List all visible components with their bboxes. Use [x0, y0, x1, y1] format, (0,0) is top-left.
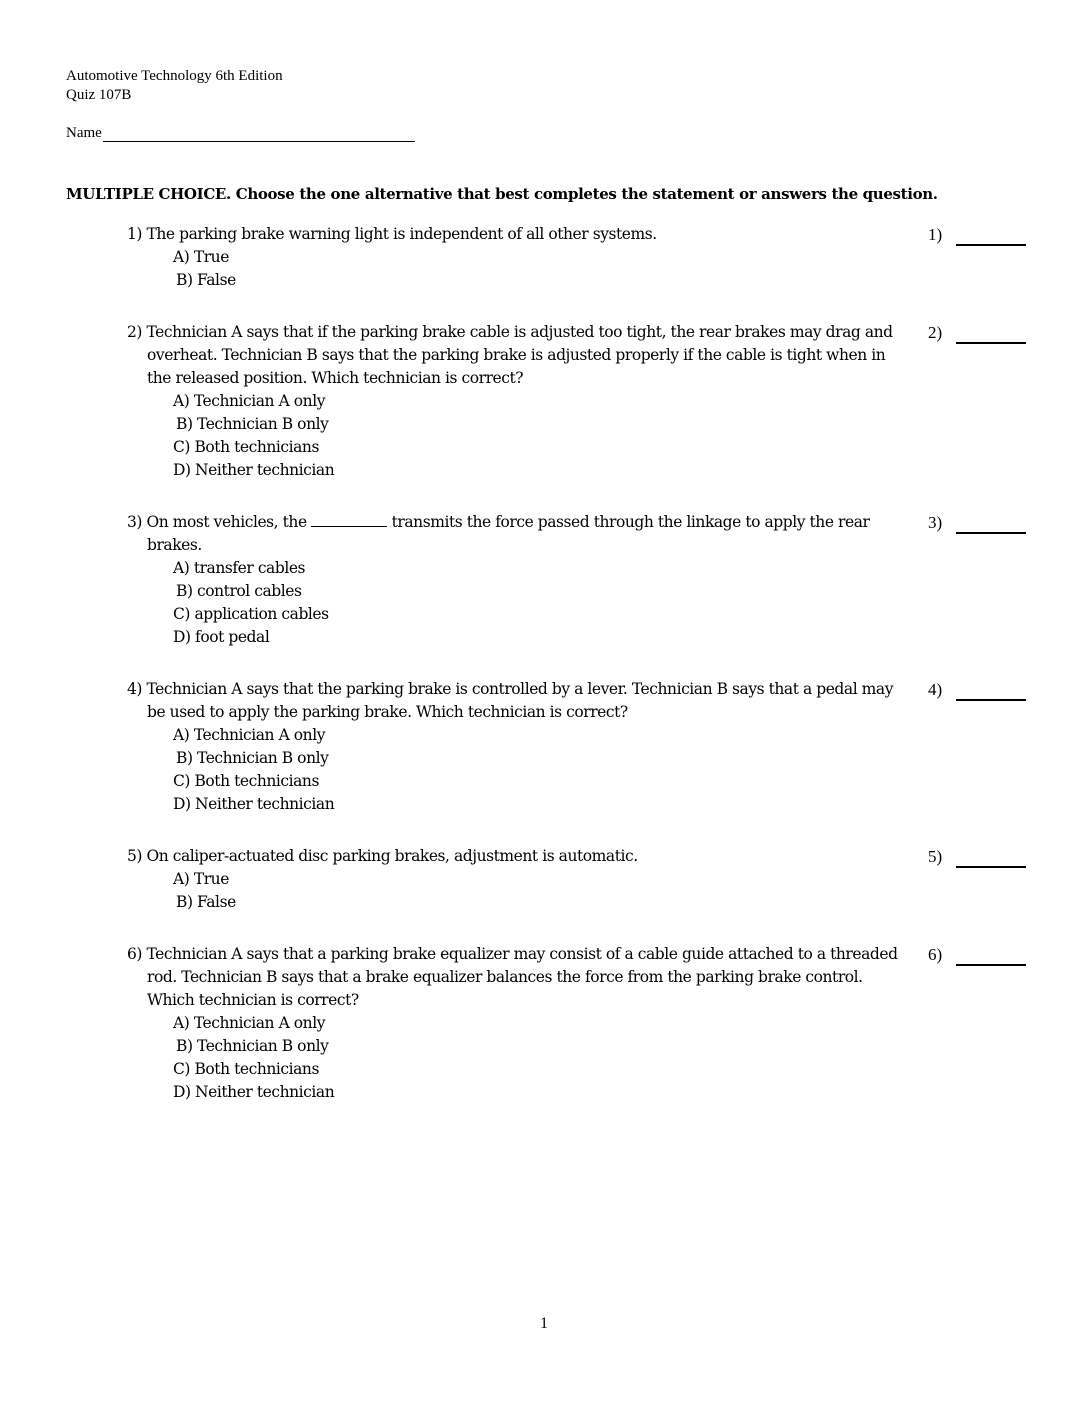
answer-number: 4): [928, 680, 943, 699]
answer-blank-line[interactable]: [956, 685, 1026, 701]
choice-c[interactable]: C) Both technicians: [173, 772, 319, 790]
choice-b[interactable]: B) False: [176, 271, 236, 289]
answer-slot: [928, 223, 1026, 246]
question-1: [127, 223, 1087, 292]
answer-number: 6): [928, 945, 943, 964]
choice-list: [173, 724, 1087, 816]
choice-c[interactable]: C) Both technicians: [173, 1060, 319, 1078]
choice-list: [173, 868, 1087, 914]
section-instructions: MULTIPLE CHOICE. Choose the one alternative that best completes the statement or answers the question.: [66, 185, 938, 203]
choice-a[interactable]: A) Technician A only: [173, 392, 326, 410]
choice-list: [173, 390, 1087, 482]
answer-slot: [928, 845, 1026, 868]
answer-slot: [928, 678, 1026, 701]
question-text: 5) On caliper-actuated disc parking brakes, adjustment is automatic.: [127, 847, 638, 865]
choice-a[interactable]: A) True: [173, 870, 229, 888]
choice-b[interactable]: B) Technician B only: [176, 749, 329, 767]
question-text: 4) Technician A says that the parking brake is controlled by a lever. Technician B says that a pedal may be used to apply the parking brake. Which technician is correct?: [127, 680, 894, 721]
choice-b[interactable]: B) False: [176, 893, 236, 911]
answer-blank-line[interactable]: [956, 230, 1026, 246]
choice-a[interactable]: A) transfer cables: [173, 559, 306, 577]
name-label: Name: [66, 125, 102, 141]
name-blank-line[interactable]: [103, 125, 415, 142]
choice-b[interactable]: B) Technician B only: [176, 1037, 329, 1055]
question-text-before-blank: 3) On most vehicles, the: [127, 513, 312, 531]
question-text: [127, 511, 902, 557]
choice-a[interactable]: A) True: [173, 248, 229, 266]
answer-number: 5): [928, 847, 943, 866]
choice-a[interactable]: A) Technician A only: [173, 1014, 326, 1032]
answer-slot: [928, 943, 1026, 966]
fill-in-blank: [311, 513, 387, 527]
choice-b[interactable]: B) control cables: [176, 582, 302, 600]
question-6: [127, 943, 1087, 1104]
answer-slot: [928, 321, 1026, 344]
choice-c[interactable]: C) application cables: [173, 605, 329, 623]
question-5: [127, 845, 1087, 914]
question-4: [127, 678, 1087, 816]
choice-list: [173, 246, 1087, 292]
answer-number: 2): [928, 323, 943, 342]
answer-number: 1): [928, 225, 943, 244]
name-field-row: [66, 125, 415, 142]
page-number: 1: [540, 1315, 548, 1332]
choice-list: [173, 557, 1087, 649]
choice-d[interactable]: D) Neither technician: [173, 795, 335, 813]
choice-list: [173, 1012, 1087, 1104]
answer-blank-line[interactable]: [956, 518, 1026, 534]
book-title: Automotive Technology 6th Edition: [66, 68, 283, 84]
choice-d[interactable]: D) Neither technician: [173, 1083, 335, 1101]
question-3: [127, 511, 1087, 649]
choice-a[interactable]: A) Technician A only: [173, 726, 326, 744]
question-text: 1) The parking brake warning light is independent of all other systems.: [127, 225, 657, 243]
answer-slot: [928, 511, 1026, 534]
choice-b[interactable]: B) Technician B only: [176, 415, 329, 433]
question-text: 6) Technician A says that a parking brake equalizer may consist of a cable guide attached to a threaded rod. Technician B says that a brake equalizer balances the force from the parking brake control. Which technician is correct?: [127, 945, 898, 1009]
answer-blank-line[interactable]: [956, 852, 1026, 868]
document-header: [66, 67, 283, 105]
choice-d[interactable]: D) Neither technician: [173, 461, 335, 479]
question-2: [127, 321, 1087, 482]
choice-d[interactable]: D) foot pedal: [173, 628, 270, 646]
quiz-id: Quiz 107B: [66, 87, 132, 103]
choice-c[interactable]: C) Both technicians: [173, 438, 319, 456]
answer-number: 3): [928, 513, 943, 532]
question-text-after-blank: transmits the force passed through the linkage to apply the rear brakes.: [147, 513, 870, 554]
answer-blank-line[interactable]: [956, 328, 1026, 344]
answer-blank-line[interactable]: [956, 950, 1026, 966]
question-text: 2) Technician A says that if the parking brake cable is adjusted too tight, the rear brakes may drag and overheat. Technician B says that the parking brake is adjusted properly if the cable is tight when in the released position. Which technician is correct?: [127, 323, 893, 387]
